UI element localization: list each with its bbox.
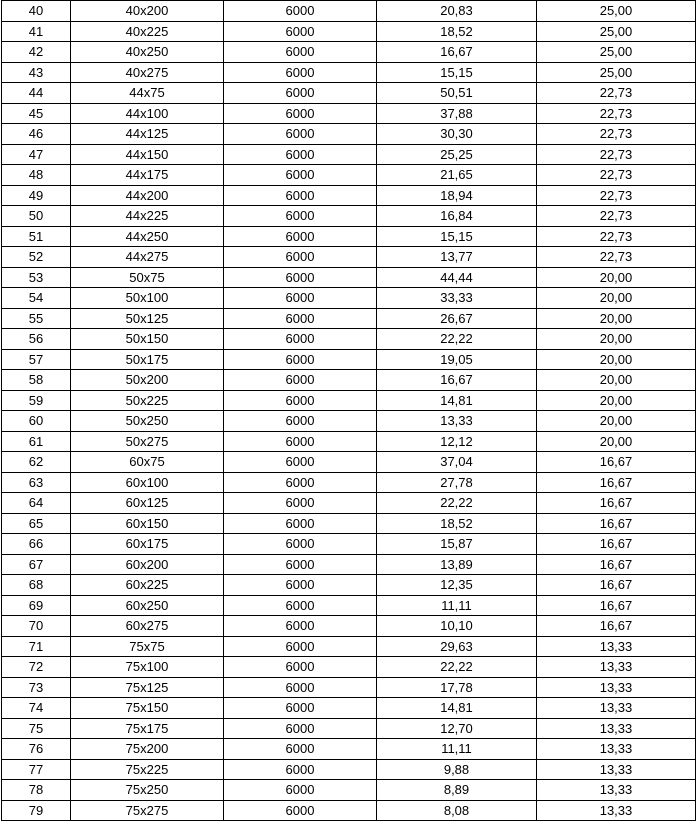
dimension-cell: 44x175 bbox=[71, 165, 224, 186]
meters-per-m2-cell: 20,00 bbox=[537, 308, 696, 329]
meters-per-m2-cell: 20,00 bbox=[537, 431, 696, 452]
dimension-cell: 40x200 bbox=[71, 1, 224, 22]
length-cell: 6000 bbox=[224, 247, 377, 268]
dimension-cell: 44x225 bbox=[71, 206, 224, 227]
meters-per-m2-cell: 22,73 bbox=[537, 185, 696, 206]
dimension-cell: 44x150 bbox=[71, 144, 224, 165]
pieces-per-m3-cell: 29,63 bbox=[377, 636, 537, 657]
row-number-cell: 67 bbox=[2, 554, 71, 575]
length-cell: 6000 bbox=[224, 452, 377, 473]
meters-per-m2-cell: 20,00 bbox=[537, 390, 696, 411]
length-cell: 6000 bbox=[224, 329, 377, 350]
pieces-per-m3-cell: 14,81 bbox=[377, 698, 537, 719]
pieces-per-m3-cell: 25,25 bbox=[377, 144, 537, 165]
row-number-cell: 64 bbox=[2, 493, 71, 514]
table-row bbox=[2, 349, 696, 370]
length-cell: 6000 bbox=[224, 62, 377, 83]
pieces-per-m3-cell: 18,94 bbox=[377, 185, 537, 206]
row-number-cell: 56 bbox=[2, 329, 71, 350]
dimension-cell: 40x250 bbox=[71, 42, 224, 63]
length-cell: 6000 bbox=[224, 534, 377, 555]
length-cell: 6000 bbox=[224, 308, 377, 329]
dimension-cell: 60x125 bbox=[71, 493, 224, 514]
pieces-per-m3-cell: 11,11 bbox=[377, 739, 537, 760]
pieces-per-m3-cell: 13,77 bbox=[377, 247, 537, 268]
dimension-cell: 50x175 bbox=[71, 349, 224, 370]
length-cell: 6000 bbox=[224, 493, 377, 514]
table-row bbox=[2, 800, 696, 821]
dimension-cell: 75x275 bbox=[71, 800, 224, 821]
dimension-cell: 44x75 bbox=[71, 83, 224, 104]
meters-per-m2-cell: 13,33 bbox=[537, 698, 696, 719]
length-cell: 6000 bbox=[224, 103, 377, 124]
length-cell: 6000 bbox=[224, 595, 377, 616]
meters-per-m2-cell: 13,33 bbox=[537, 780, 696, 801]
meters-per-m2-cell: 16,67 bbox=[537, 493, 696, 514]
length-cell: 6000 bbox=[224, 21, 377, 42]
meters-per-m2-cell: 22,73 bbox=[537, 83, 696, 104]
row-number-cell: 45 bbox=[2, 103, 71, 124]
dimension-cell: 60x75 bbox=[71, 452, 224, 473]
length-cell: 6000 bbox=[224, 780, 377, 801]
row-number-cell: 51 bbox=[2, 226, 71, 247]
row-number-cell: 75 bbox=[2, 718, 71, 739]
table-row bbox=[2, 267, 696, 288]
dimension-cell: 40x275 bbox=[71, 62, 224, 83]
pieces-per-m3-cell: 27,78 bbox=[377, 472, 537, 493]
length-cell: 6000 bbox=[224, 800, 377, 821]
length-cell: 6000 bbox=[224, 677, 377, 698]
row-number-cell: 55 bbox=[2, 308, 71, 329]
row-number-cell: 78 bbox=[2, 780, 71, 801]
pieces-per-m3-cell: 13,33 bbox=[377, 411, 537, 432]
row-number-cell: 77 bbox=[2, 759, 71, 780]
dimension-cell: 60x275 bbox=[71, 616, 224, 637]
row-number-cell: 66 bbox=[2, 534, 71, 555]
pieces-per-m3-cell: 30,30 bbox=[377, 124, 537, 145]
row-number-cell: 53 bbox=[2, 267, 71, 288]
meters-per-m2-cell: 16,67 bbox=[537, 534, 696, 555]
meters-per-m2-cell: 25,00 bbox=[537, 21, 696, 42]
meters-per-m2-cell: 22,73 bbox=[537, 144, 696, 165]
pieces-per-m3-cell: 20,83 bbox=[377, 1, 537, 22]
pieces-per-m3-cell: 15,15 bbox=[377, 62, 537, 83]
table-row bbox=[2, 288, 696, 309]
table-row bbox=[2, 759, 696, 780]
row-number-cell: 48 bbox=[2, 165, 71, 186]
meters-per-m2-cell: 13,33 bbox=[537, 657, 696, 678]
table-row bbox=[2, 534, 696, 555]
table-row bbox=[2, 431, 696, 452]
dimension-cell: 75x100 bbox=[71, 657, 224, 678]
row-number-cell: 71 bbox=[2, 636, 71, 657]
table-row bbox=[2, 472, 696, 493]
length-cell: 6000 bbox=[224, 185, 377, 206]
dimension-cell: 50x200 bbox=[71, 370, 224, 391]
meters-per-m2-cell: 22,73 bbox=[537, 206, 696, 227]
table-row bbox=[2, 780, 696, 801]
row-number-cell: 61 bbox=[2, 431, 71, 452]
table-row bbox=[2, 575, 696, 596]
length-cell: 6000 bbox=[224, 83, 377, 104]
pieces-per-m3-cell: 13,89 bbox=[377, 554, 537, 575]
table-row bbox=[2, 493, 696, 514]
meters-per-m2-cell: 22,73 bbox=[537, 165, 696, 186]
meters-per-m2-cell: 16,67 bbox=[537, 452, 696, 473]
pieces-per-m3-cell: 10,10 bbox=[377, 616, 537, 637]
dimension-cell: 44x250 bbox=[71, 226, 224, 247]
length-cell: 6000 bbox=[224, 657, 377, 678]
row-number-cell: 73 bbox=[2, 677, 71, 698]
table-row bbox=[2, 206, 696, 227]
table-row bbox=[2, 657, 696, 678]
pieces-per-m3-cell: 19,05 bbox=[377, 349, 537, 370]
pieces-per-m3-cell: 11,11 bbox=[377, 595, 537, 616]
row-number-cell: 63 bbox=[2, 472, 71, 493]
pieces-per-m3-cell: 16,67 bbox=[377, 370, 537, 391]
meters-per-m2-cell: 16,67 bbox=[537, 616, 696, 637]
length-cell: 6000 bbox=[224, 370, 377, 391]
length-cell: 6000 bbox=[224, 288, 377, 309]
row-number-cell: 58 bbox=[2, 370, 71, 391]
row-number-cell: 68 bbox=[2, 575, 71, 596]
meters-per-m2-cell: 16,67 bbox=[537, 513, 696, 534]
row-number-cell: 43 bbox=[2, 62, 71, 83]
meters-per-m2-cell: 13,33 bbox=[537, 759, 696, 780]
dimension-cell: 60x250 bbox=[71, 595, 224, 616]
table-row bbox=[2, 698, 696, 719]
length-cell: 6000 bbox=[224, 124, 377, 145]
meters-per-m2-cell: 25,00 bbox=[537, 62, 696, 83]
meters-per-m2-cell: 22,73 bbox=[537, 103, 696, 124]
pieces-per-m3-cell: 16,84 bbox=[377, 206, 537, 227]
length-cell: 6000 bbox=[224, 739, 377, 760]
pieces-per-m3-cell: 26,67 bbox=[377, 308, 537, 329]
pieces-per-m3-cell: 22,22 bbox=[377, 329, 537, 350]
dimension-cell: 75x75 bbox=[71, 636, 224, 657]
length-cell: 6000 bbox=[224, 616, 377, 637]
meters-per-m2-cell: 20,00 bbox=[537, 288, 696, 309]
table-row bbox=[2, 595, 696, 616]
dimension-cell: 60x225 bbox=[71, 575, 224, 596]
row-number-cell: 57 bbox=[2, 349, 71, 370]
meters-per-m2-cell: 20,00 bbox=[537, 329, 696, 350]
row-number-cell: 49 bbox=[2, 185, 71, 206]
dimension-cell: 44x100 bbox=[71, 103, 224, 124]
table-row bbox=[2, 554, 696, 575]
table-row bbox=[2, 103, 696, 124]
table-row bbox=[2, 677, 696, 698]
dimension-cell: 44x275 bbox=[71, 247, 224, 268]
meters-per-m2-cell: 16,67 bbox=[537, 575, 696, 596]
pieces-per-m3-cell: 15,87 bbox=[377, 534, 537, 555]
row-number-cell: 42 bbox=[2, 42, 71, 63]
pieces-per-m3-cell: 18,52 bbox=[377, 21, 537, 42]
length-cell: 6000 bbox=[224, 759, 377, 780]
dimension-cell: 44x200 bbox=[71, 185, 224, 206]
length-cell: 6000 bbox=[224, 144, 377, 165]
row-number-cell: 46 bbox=[2, 124, 71, 145]
length-cell: 6000 bbox=[224, 554, 377, 575]
row-number-cell: 74 bbox=[2, 698, 71, 719]
table-row bbox=[2, 124, 696, 145]
dimension-cell: 75x225 bbox=[71, 759, 224, 780]
meters-per-m2-cell: 13,33 bbox=[537, 677, 696, 698]
length-cell: 6000 bbox=[224, 698, 377, 719]
row-number-cell: 70 bbox=[2, 616, 71, 637]
pieces-per-m3-cell: 50,51 bbox=[377, 83, 537, 104]
pieces-per-m3-cell: 16,67 bbox=[377, 42, 537, 63]
pieces-per-m3-cell: 33,33 bbox=[377, 288, 537, 309]
table-row bbox=[2, 165, 696, 186]
pieces-per-m3-cell: 22,22 bbox=[377, 493, 537, 514]
table-row bbox=[2, 616, 696, 637]
table-row bbox=[2, 739, 696, 760]
row-number-cell: 65 bbox=[2, 513, 71, 534]
dimension-cell: 60x150 bbox=[71, 513, 224, 534]
pieces-per-m3-cell: 44,44 bbox=[377, 267, 537, 288]
table-row bbox=[2, 62, 696, 83]
dimension-cell: 75x125 bbox=[71, 677, 224, 698]
row-number-cell: 76 bbox=[2, 739, 71, 760]
dimension-cell: 40x225 bbox=[71, 21, 224, 42]
table-row bbox=[2, 411, 696, 432]
meters-per-m2-cell: 13,33 bbox=[537, 718, 696, 739]
dimension-cell: 50x100 bbox=[71, 288, 224, 309]
length-cell: 6000 bbox=[224, 575, 377, 596]
table-row bbox=[2, 329, 696, 350]
meters-per-m2-cell: 13,33 bbox=[537, 800, 696, 821]
row-number-cell: 50 bbox=[2, 206, 71, 227]
row-number-cell: 41 bbox=[2, 21, 71, 42]
pieces-per-m3-cell: 12,35 bbox=[377, 575, 537, 596]
row-number-cell: 69 bbox=[2, 595, 71, 616]
pieces-per-m3-cell: 21,65 bbox=[377, 165, 537, 186]
table-row bbox=[2, 1, 696, 22]
length-cell: 6000 bbox=[224, 718, 377, 739]
dimension-cell: 75x200 bbox=[71, 739, 224, 760]
length-cell: 6000 bbox=[224, 513, 377, 534]
pieces-per-m3-cell: 8,08 bbox=[377, 800, 537, 821]
table-row bbox=[2, 42, 696, 63]
row-number-cell: 47 bbox=[2, 144, 71, 165]
table-row bbox=[2, 21, 696, 42]
pieces-per-m3-cell: 37,04 bbox=[377, 452, 537, 473]
length-cell: 6000 bbox=[224, 349, 377, 370]
table-row bbox=[2, 83, 696, 104]
pieces-per-m3-cell: 12,12 bbox=[377, 431, 537, 452]
row-number-cell: 62 bbox=[2, 452, 71, 473]
pieces-per-m3-cell: 22,22 bbox=[377, 657, 537, 678]
length-cell: 6000 bbox=[224, 42, 377, 63]
length-cell: 6000 bbox=[224, 411, 377, 432]
meters-per-m2-cell: 16,67 bbox=[537, 554, 696, 575]
dimension-cell: 44x125 bbox=[71, 124, 224, 145]
meters-per-m2-cell: 25,00 bbox=[537, 42, 696, 63]
length-cell: 6000 bbox=[224, 636, 377, 657]
pieces-per-m3-cell: 12,70 bbox=[377, 718, 537, 739]
meters-per-m2-cell: 20,00 bbox=[537, 349, 696, 370]
length-cell: 6000 bbox=[224, 1, 377, 22]
row-number-cell: 79 bbox=[2, 800, 71, 821]
length-cell: 6000 bbox=[224, 390, 377, 411]
meters-per-m2-cell: 20,00 bbox=[537, 267, 696, 288]
row-number-cell: 40 bbox=[2, 1, 71, 22]
pieces-per-m3-cell: 8,89 bbox=[377, 780, 537, 801]
length-cell: 6000 bbox=[224, 267, 377, 288]
dimension-cell: 60x200 bbox=[71, 554, 224, 575]
table-row bbox=[2, 226, 696, 247]
meters-per-m2-cell: 20,00 bbox=[537, 370, 696, 391]
table-body bbox=[2, 1, 696, 821]
meters-per-m2-cell: 16,67 bbox=[537, 595, 696, 616]
dimension-cell: 50x225 bbox=[71, 390, 224, 411]
dimension-cell: 60x175 bbox=[71, 534, 224, 555]
dimension-cell: 50x150 bbox=[71, 329, 224, 350]
pieces-per-m3-cell: 9,88 bbox=[377, 759, 537, 780]
lumber-dimensions-table bbox=[1, 0, 696, 821]
length-cell: 6000 bbox=[224, 165, 377, 186]
row-number-cell: 44 bbox=[2, 83, 71, 104]
meters-per-m2-cell: 22,73 bbox=[537, 124, 696, 145]
dimension-cell: 50x75 bbox=[71, 267, 224, 288]
meters-per-m2-cell: 20,00 bbox=[537, 411, 696, 432]
table-row bbox=[2, 247, 696, 268]
meters-per-m2-cell: 16,67 bbox=[537, 472, 696, 493]
meters-per-m2-cell: 25,00 bbox=[537, 1, 696, 22]
table-row bbox=[2, 370, 696, 391]
dimension-cell: 75x150 bbox=[71, 698, 224, 719]
dimension-cell: 50x125 bbox=[71, 308, 224, 329]
length-cell: 6000 bbox=[224, 206, 377, 227]
table-row bbox=[2, 452, 696, 473]
table-row bbox=[2, 636, 696, 657]
meters-per-m2-cell: 22,73 bbox=[537, 247, 696, 268]
table-row bbox=[2, 513, 696, 534]
row-number-cell: 72 bbox=[2, 657, 71, 678]
table-row bbox=[2, 185, 696, 206]
meters-per-m2-cell: 22,73 bbox=[537, 226, 696, 247]
dimension-cell: 75x250 bbox=[71, 780, 224, 801]
length-cell: 6000 bbox=[224, 431, 377, 452]
dimension-cell: 50x250 bbox=[71, 411, 224, 432]
dimension-cell: 75x175 bbox=[71, 718, 224, 739]
dimension-cell: 50x275 bbox=[71, 431, 224, 452]
meters-per-m2-cell: 13,33 bbox=[537, 739, 696, 760]
table-row bbox=[2, 144, 696, 165]
row-number-cell: 59 bbox=[2, 390, 71, 411]
dimension-cell: 60x100 bbox=[71, 472, 224, 493]
pieces-per-m3-cell: 15,15 bbox=[377, 226, 537, 247]
table-row bbox=[2, 718, 696, 739]
length-cell: 6000 bbox=[224, 472, 377, 493]
pieces-per-m3-cell: 18,52 bbox=[377, 513, 537, 534]
row-number-cell: 54 bbox=[2, 288, 71, 309]
length-cell: 6000 bbox=[224, 226, 377, 247]
pieces-per-m3-cell: 14,81 bbox=[377, 390, 537, 411]
table-row bbox=[2, 390, 696, 411]
row-number-cell: 52 bbox=[2, 247, 71, 268]
row-number-cell: 60 bbox=[2, 411, 71, 432]
table-row bbox=[2, 308, 696, 329]
pieces-per-m3-cell: 37,88 bbox=[377, 103, 537, 124]
pieces-per-m3-cell: 17,78 bbox=[377, 677, 537, 698]
meters-per-m2-cell: 13,33 bbox=[537, 636, 696, 657]
